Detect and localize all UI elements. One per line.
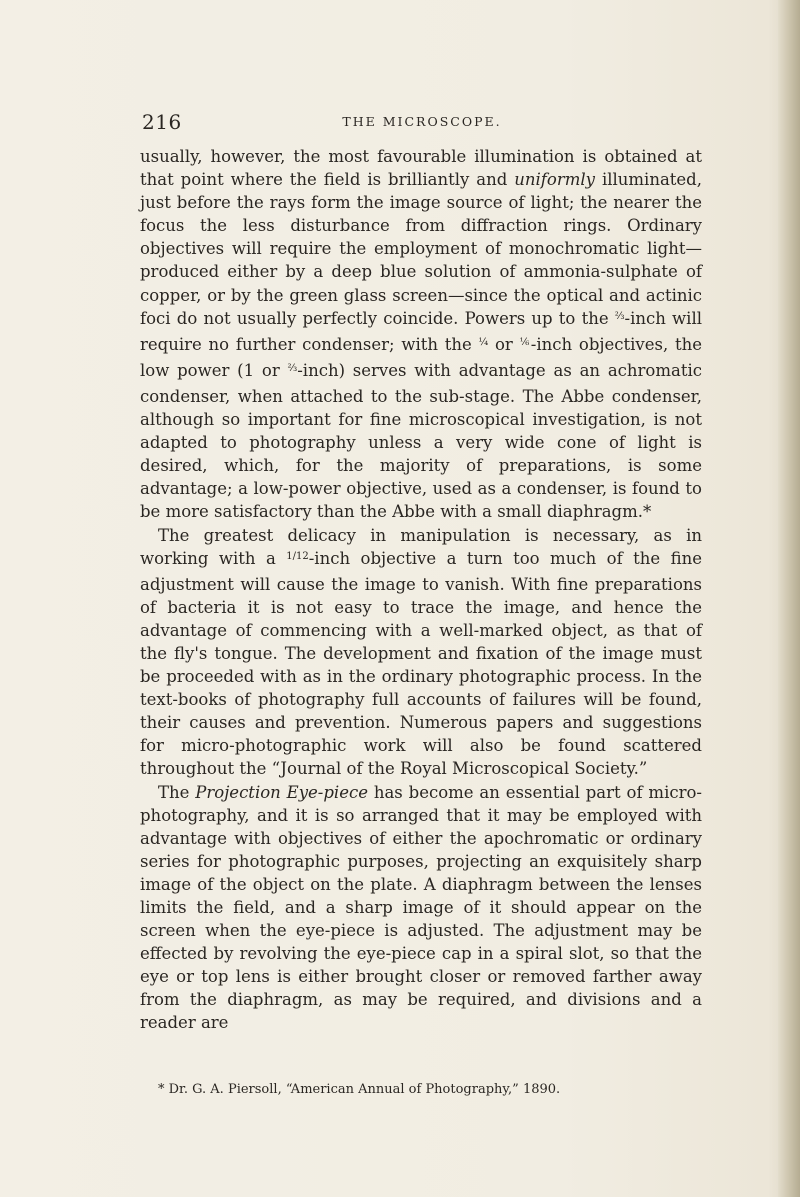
running-header xyxy=(142,110,702,134)
text-run: -inch objectives, the low power (1 or xyxy=(140,334,703,380)
text-run: -inch) serves with advantage as an achromatic condenser, when attached to the sub-stage. The Abbe condenser, although so important for fine microscopical investigation, is not adapted to photography unless a very wide cone of light is desired, which, for the majority of preparations, is some advantage; a low-power objective, used as a condenser, is found to be more satisfactory than the Abbe with a small diaphragm.* xyxy=(140,360,702,522)
body-text xyxy=(140,145,702,1035)
fraction: ⅙ xyxy=(519,336,531,348)
italic-text: uniformly xyxy=(514,170,595,190)
text-run: -inch will require no further condenser; with the xyxy=(140,308,703,354)
italic-text: Projection Eye-piece xyxy=(195,782,368,802)
text-run: The greatest delicacy in manipulation is necessary, as in working with a xyxy=(140,525,702,568)
text-run: usually, however, the most favourable illumination is obtained at that point where the field is brilliantly and xyxy=(140,147,702,190)
page-number: 216 xyxy=(142,110,182,134)
fraction: ⅔ xyxy=(614,310,625,322)
fraction: ⅔ xyxy=(287,362,298,374)
paragraph xyxy=(140,145,702,524)
paragraph xyxy=(140,781,702,1035)
page-edge-shadow xyxy=(778,0,800,1197)
text-run: The xyxy=(158,782,196,802)
paragraph xyxy=(140,524,702,781)
fraction: 1/12 xyxy=(286,550,309,562)
text-run: has become an essential part of micro-photography, and it is so arranged that it may be employed with advantage with objectives of either the apochromatic or ordinary series for photographic purposes, projecting an exquisitely sharp image of the object on the plate. A diaphragm between the lenses limits the field, and a sharp image of it should appear on the screen when the eye-piece is adjusted. The adjustment may be effected by revolving the eye-piece cap in a spiral slot, so that the eye or top lens is either brought closer or removed farther away from the diaphragm, as may be required, and divisions and a reader are xyxy=(140,782,702,1033)
text-run: -inch objective a turn too much of the fine adjustment will cause the image to vanish. With fine preparations of bacteria it is not easy to trace the image, and hence the advantage of commencing with a well-marked object, as that of the fly's tongue. The development and fixation of the image must be proceeded with as in the ordinary photographic process. In the text-books of photography full accounts of failures will be found, their causes and prevention. Numerous papers and suggestions for micro-photographic work will also be found scattered throughout the “Journal of the Royal Microscopical Society.” xyxy=(140,548,703,779)
fraction: ¼ xyxy=(478,336,489,348)
text-run: or xyxy=(488,334,520,354)
text-run: illuminated, just before the rays form the image source of light; the nearer the focus the less disturbance from diffraction rings. Ordinary objectives will require the employment of monochromatic light— produced either by a deep blue solution of ammonia-sulphate of copper, or by the green glass screen—since the optical and actinic foci do not usually perfectly coincide. Powers up to the xyxy=(140,170,702,328)
footnote: * Dr. G. A. Piersoll, “American Annual of Photography,” 1890. xyxy=(158,1082,561,1097)
running-title: THE MICROSCOPE. xyxy=(342,114,502,129)
